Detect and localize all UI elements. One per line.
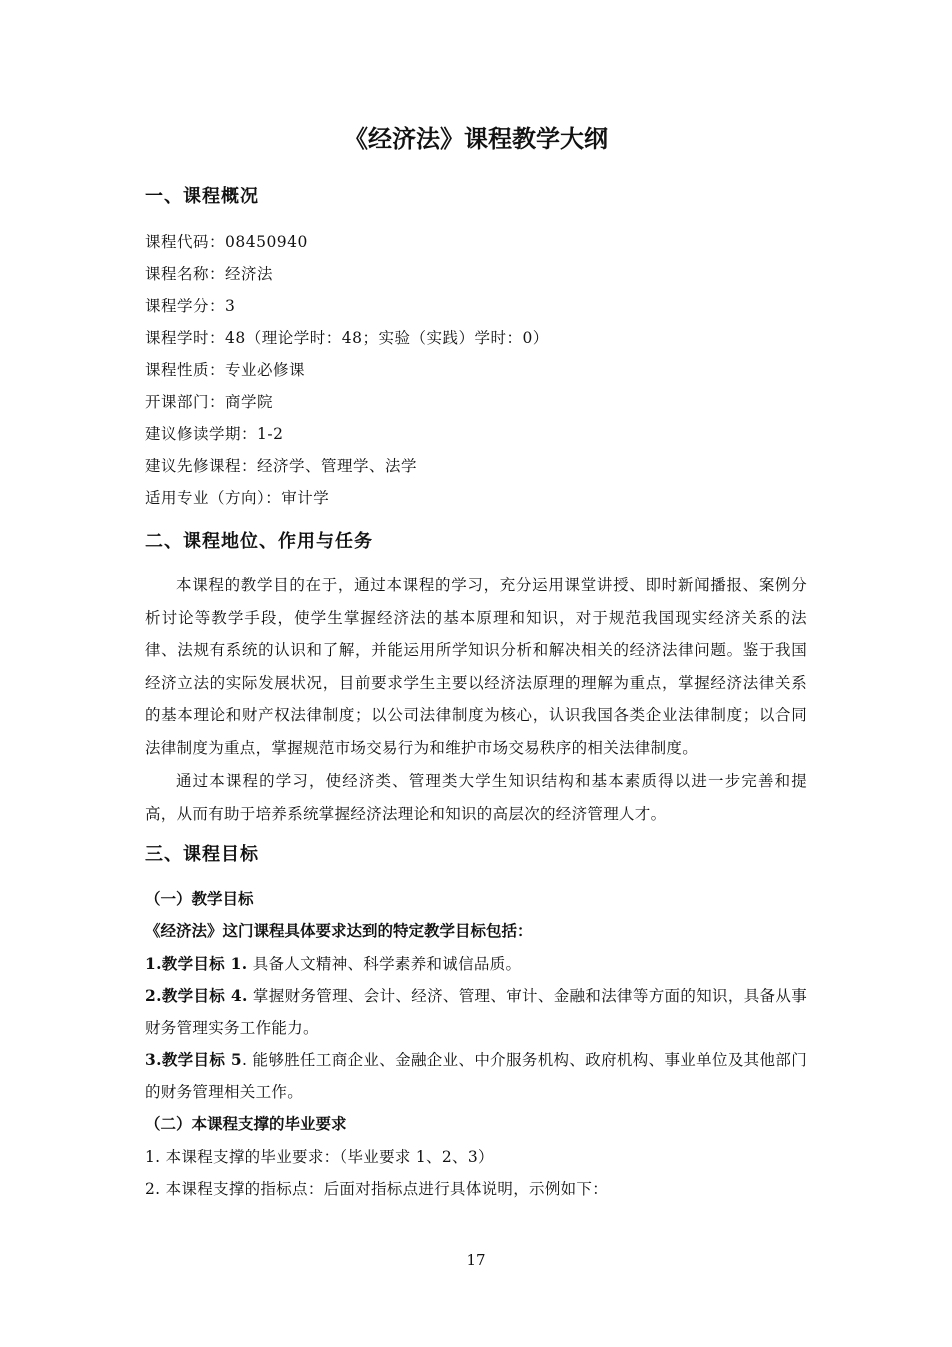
support-item-1: 1. 本课程支撑的毕业要求：（毕业要求 1、2、3） — [145, 1148, 494, 1166]
section-heading-objectives: 三、课程目标 — [145, 844, 259, 865]
goal-item-2 — [145, 980, 807, 1044]
section-heading-role: 二、课程地位、作用与任务 — [145, 531, 373, 552]
info-course-hours: 课程学时：48（理论学时：48；实验（实践）学时：0） — [145, 329, 549, 347]
goal-label: 2.教学目标 4. — [145, 986, 248, 1005]
support-item-2: 2. 本课程支撑的指标点：后面对指标点进行具体说明，示例如下： — [145, 1180, 609, 1198]
info-course-credit: 课程学分：3 — [145, 297, 236, 315]
info-semester: 建议修读学期：1-2 — [145, 425, 284, 443]
goal-text: 掌握财务管理、会计、经济、管理、审计、金融和法律等方面的知识，具备从事财务管理实务工作能力。 — [145, 987, 807, 1037]
goal-label: 1.教学目标 1. — [145, 954, 248, 973]
info-prerequisites: 建议先修课程：经济学、管理学、法学 — [145, 457, 418, 475]
info-course-name: 课程名称：经济法 — [145, 265, 274, 283]
info-major: 适用专业（方向）：审计学 — [145, 489, 330, 507]
paragraph-outcome: 通过本课程的学习，使经济类、管理类大学生知识结构和基本素质得以进一步完善和提高，从而有助于培养系统掌握经济法理论和知识的高层次的经济管理人才。 — [145, 772, 807, 823]
goals-intro: 《经济法》这门课程具体要求达到的特定教学目标包括： — [145, 921, 533, 940]
document-title: 《经济法》课程教学大纲 — [344, 124, 608, 153]
info-course-code: 课程代码：08450940 — [145, 233, 308, 251]
subheading-teaching-goals: （一）教学目标 — [145, 889, 254, 908]
goal-text: . 能够胜任工商企业、金融企业、中介服务机构、政府机构、事业单位及其他部门的财务管理相关工作。 — [145, 1051, 807, 1101]
paragraph-purpose: 本课程的教学目的在于，通过本课程的学习，充分运用课堂讲授、即时新闻播报、案例分析讨论等教学手段，使学生掌握经济法的基本原理和知识，对于规范我国现实经济关系的法律、法规有系统的认识和了解，并能运用所学知识分析和解决相关的经济法律问题。鉴于我国经济立法的实际发展状况，目前要求学生主要以经济法原理的理解为重点，掌握经济法律关系的基本理论和财产权法律制度；以公司法律制度为核心，认识我国各类企业法律制度；以合同法律制度为重点，掌握规范市场交易行为和维护市场交易秩序的相关法律制度。 — [145, 576, 807, 757]
goal-item-3 — [145, 1044, 807, 1108]
subheading-graduation-requirements: （二）本课程支撑的毕业要求 — [145, 1114, 347, 1133]
page-number: 17 — [466, 1251, 486, 1269]
goal-label: 3.教学目标 5 — [145, 1050, 243, 1069]
info-course-nature: 课程性质：专业必修课 — [145, 361, 306, 379]
info-department: 开课部门：商学院 — [145, 393, 274, 411]
section-heading-overview: 一、课程概况 — [145, 186, 259, 207]
goal-item-1 — [145, 948, 807, 980]
goal-text: 具备人文精神、科学素养和诚信品质。 — [247, 955, 522, 973]
